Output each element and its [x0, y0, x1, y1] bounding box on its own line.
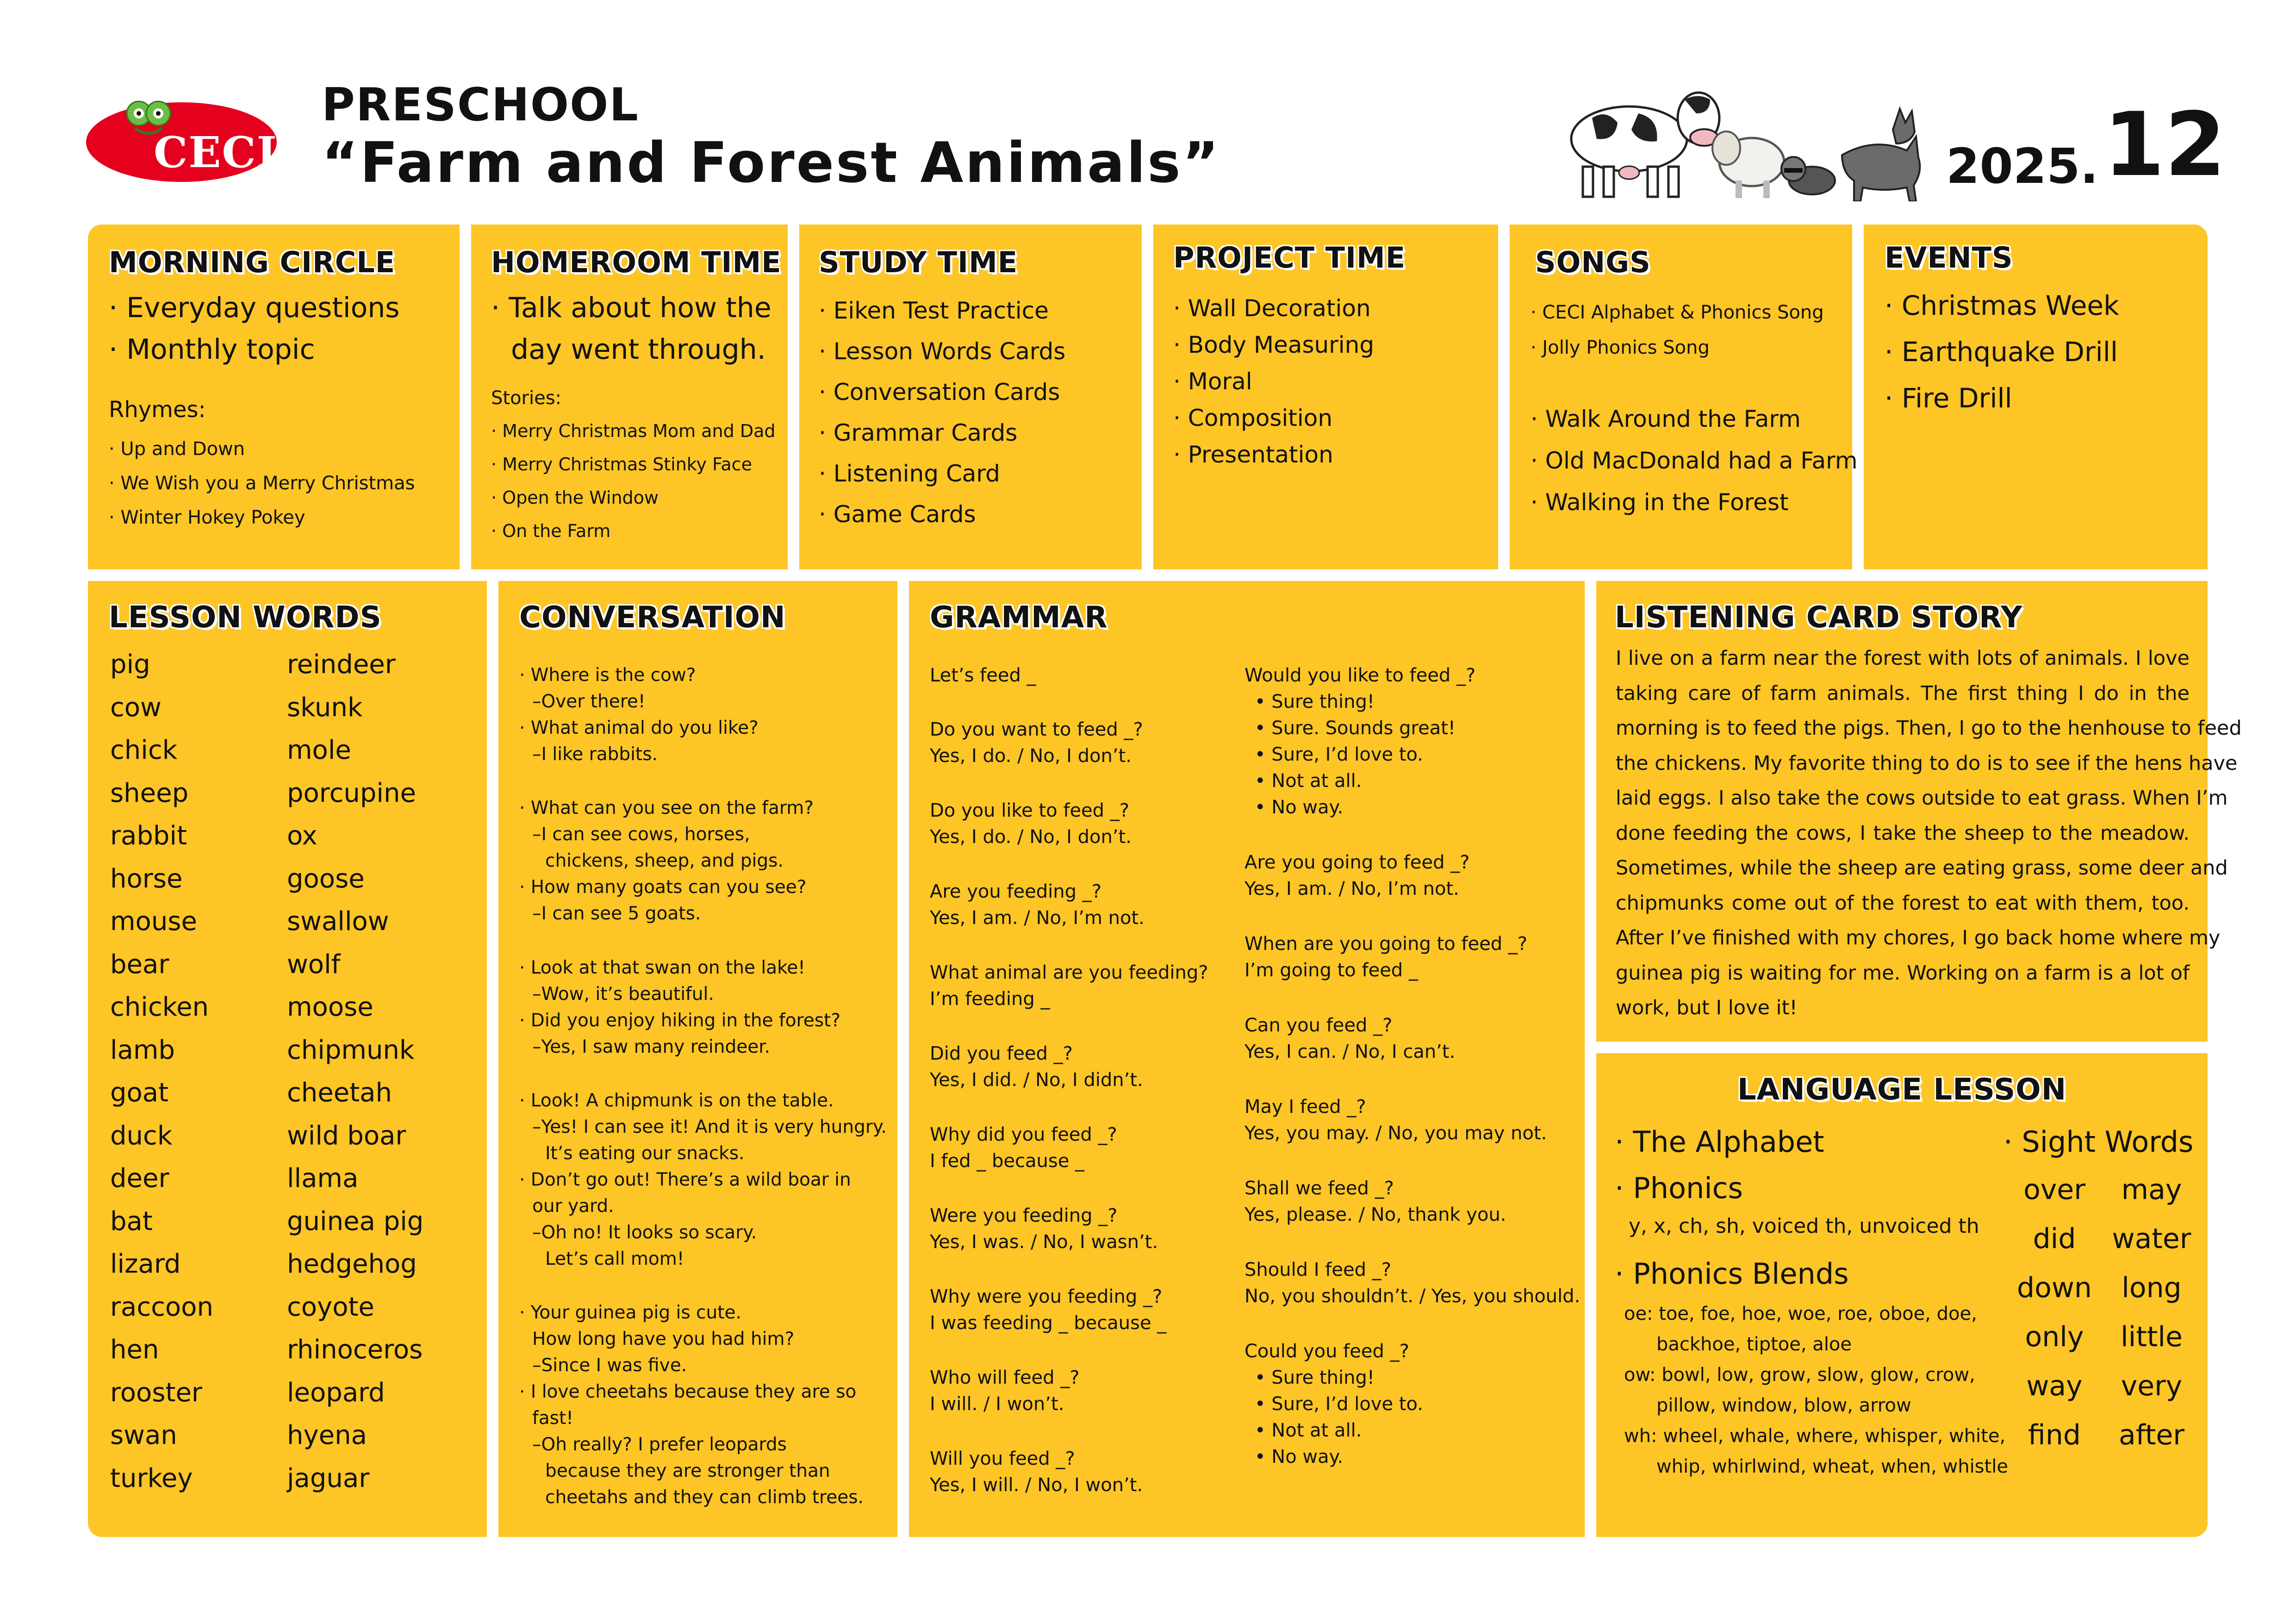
lesson-word: hyena	[287, 1420, 367, 1450]
grammar-line: Could you feed _?	[1244, 1341, 1409, 1362]
lesson-word: wild boar	[287, 1120, 406, 1151]
lesson-word: deer	[110, 1163, 169, 1193]
listening-story-title: LISTENING CARD STORY	[1615, 600, 2023, 635]
lesson-word: reindeer	[287, 650, 396, 680]
list-item: · Talk about how the	[491, 292, 772, 324]
morning-circle-list	[109, 287, 400, 370]
grammar-line: Let’s feed _	[930, 665, 1036, 686]
lesson-word: hen	[110, 1335, 159, 1365]
lesson-word: ox	[287, 821, 317, 851]
conversation-line: · I love cheetahs because they are so	[519, 1381, 857, 1402]
lesson-word: goat	[110, 1078, 169, 1108]
grammar-line: Yes, I do. / No, I don’t.	[930, 826, 1132, 848]
conversation-line: –Oh really? I prefer leopards	[532, 1434, 787, 1455]
conversation-line: · Where is the cow?	[519, 665, 696, 686]
songs-small-list	[1531, 295, 1824, 365]
grammar-line: Are you feeding _?	[930, 881, 1101, 902]
sight-word: find	[2028, 1419, 2081, 1451]
list-item: day went through.	[511, 333, 766, 366]
list-item: · Everyday questions	[109, 292, 400, 324]
conversation-line: –Yes, I saw many reindeer.	[532, 1037, 771, 1057]
sheep-icon	[1712, 131, 1784, 198]
sight-word: little	[2121, 1321, 2183, 1353]
lesson-word: cow	[110, 692, 162, 723]
lesson-word: chicken	[110, 992, 209, 1022]
grammar-line: • No way.	[1255, 797, 1344, 818]
lesson-word: horse	[110, 863, 183, 894]
grammar-line: • Sure, I’d love to.	[1255, 744, 1424, 765]
logo-text: CECI	[154, 127, 278, 177]
lesson-word: cheetah	[287, 1078, 392, 1108]
grammar-line: Why were you feeding _?	[930, 1286, 1163, 1307]
raccoon-icon	[1781, 157, 1835, 194]
conversation-line: · Look! A chipmunk is on the table.	[519, 1090, 834, 1111]
grammar-line: Yes, I did. / No, I didn’t.	[930, 1069, 1143, 1091]
animals-illustration	[1560, 86, 1930, 201]
lesson-word: leopard	[287, 1377, 385, 1408]
conversation-line: –I like rabbits.	[532, 744, 658, 765]
rhymes-list	[109, 432, 415, 535]
conversation-line: · How many goats can you see?	[519, 877, 807, 898]
conversation-line: our yard.	[532, 1196, 614, 1217]
lesson-words-panel	[88, 581, 487, 1537]
story-line: taking care of farm animals. The first thing I do in the	[1616, 681, 2190, 705]
lesson-word: rhinoceros	[287, 1335, 423, 1365]
grammar-line: I’m feeding _	[930, 988, 1050, 1010]
rhymes-label: Rhymes:	[109, 397, 206, 423]
songs-title: SONGS	[1535, 245, 1651, 279]
list-item: · Jolly Phonics Song	[1531, 337, 1710, 358]
study-time-title: STUDY TIME	[819, 245, 1018, 279]
list-item: · Fire Drill	[1885, 382, 2012, 414]
grammar-line: I will. / I won’t.	[930, 1393, 1064, 1415]
grammar-line: No, you shouldn’t. / Yes, you should.	[1244, 1286, 1580, 1307]
events-panel	[1864, 225, 2208, 569]
lesson-word: swan	[110, 1420, 177, 1450]
wolf-icon	[1842, 109, 1920, 201]
list-item: · Body Measuring	[1173, 331, 1375, 358]
conversation-line: –Wow, it’s beautiful.	[532, 984, 714, 1005]
sight-word: water	[2112, 1223, 2191, 1255]
grammar-line: Yes, I am. / No, I’m not.	[1244, 878, 1459, 899]
conversation-line: Let’s call mom!	[545, 1249, 684, 1269]
lesson-word: mouse	[110, 906, 197, 937]
grammar-line: I fed _ because _	[930, 1150, 1085, 1172]
stories-label: Stories:	[491, 387, 562, 409]
phonics-list: y, x, ch, sh, voiced th, unvoiced th	[1629, 1214, 1979, 1238]
grammar-line: Shall we feed _?	[1244, 1178, 1394, 1199]
story-line: morning is to feed the pigs. Then, I go to the henhouse to feed	[1616, 717, 2242, 740]
level-title: PRESCHOOL	[322, 79, 639, 131]
list-item: · Merry Christmas Stinky Face	[491, 454, 752, 475]
language-lesson-panel	[1596, 1053, 2208, 1537]
conversation-line: · What can you see on the farm?	[519, 798, 814, 818]
list-item: · Conversation Cards	[819, 379, 1060, 406]
grammar-line: Yes, I am. / No, I’m not.	[930, 907, 1145, 929]
grammar-line: Should I feed _?	[1244, 1259, 1391, 1280]
list-item: · Earthquake Drill	[1885, 336, 2118, 368]
lesson-word: wolf	[287, 949, 341, 980]
blend-line: oe: toe, foe, hoe, woe, roe, oboe, doe,	[1624, 1303, 1977, 1324]
conversation-line: –Oh no! It looks so scary.	[532, 1222, 757, 1243]
study-time-list	[819, 290, 1065, 535]
grammar-line: Yes, please. / No, thank you.	[1244, 1204, 1506, 1225]
sight-words-label: · Sight Words	[2004, 1125, 2194, 1159]
list-item: · CECI Alphabet & Phonics Song	[1531, 302, 1824, 323]
conversation-title: CONVERSATION	[519, 600, 786, 635]
homeroom-time-panel	[471, 225, 788, 569]
lesson-word: hedgehog	[287, 1249, 417, 1279]
grammar-line: Yes, I will. / No, I won’t.	[930, 1474, 1143, 1496]
conversation-line: chickens, sheep, and pigs.	[545, 850, 784, 871]
grammar-line: • Not at all.	[1255, 1420, 1362, 1441]
list-item: · Walk Around the Farm	[1531, 406, 1801, 432]
grammar-line: I was feeding _ because _	[930, 1312, 1167, 1334]
list-item: · Winter Hokey Pokey	[109, 507, 305, 528]
lesson-word: chick	[110, 735, 178, 765]
grammar-line: Would you like to feed _?	[1244, 665, 1476, 686]
list-item: · Lesson Words Cards	[819, 338, 1066, 365]
study-time-panel	[799, 225, 1142, 569]
morning-circle-title: MORNING CIRCLE	[109, 245, 396, 279]
events-list	[1885, 282, 2119, 421]
homeroom-time-title: HOMEROOM TIME	[491, 245, 782, 279]
grammar-line: • No way.	[1255, 1446, 1344, 1468]
grammar-line: What animal are you feeding?	[930, 962, 1208, 983]
lesson-word: sheep	[110, 778, 189, 808]
lesson-word: jaguar	[287, 1463, 370, 1493]
sight-word: long	[2122, 1272, 2182, 1304]
story-line: done feeding the cows, I take the sheep to the meadow.	[1616, 821, 2190, 845]
lesson-word: goose	[287, 863, 365, 894]
lesson-word: skunk	[287, 692, 363, 723]
lesson-word: moose	[287, 992, 373, 1022]
lesson-word: lamb	[110, 1035, 175, 1065]
grammar-line: Did you feed _?	[930, 1043, 1073, 1064]
list-item: · On the Farm	[491, 521, 611, 541]
conversation-line: · Don’t go out! There’s a wild boar in	[519, 1169, 851, 1190]
grammar-line: Do you want to feed _?	[930, 719, 1143, 740]
grammar-line: • Sure thing!	[1255, 691, 1375, 712]
list-item: · Game Cards	[819, 501, 976, 528]
grammar-line: I’m going to feed _	[1244, 960, 1418, 981]
events-title: EVENTS	[1885, 241, 2013, 275]
lesson-word: coyote	[287, 1292, 374, 1322]
grammar-line: Yes, I was. / No, I wasn’t.	[930, 1231, 1158, 1253]
grammar-line: • Sure, I’d love to.	[1255, 1393, 1424, 1415]
lesson-word: duck	[110, 1120, 173, 1151]
story-line: I live on a farm near the forest with lots of animals. I love	[1616, 647, 2190, 670]
grammar-panel	[909, 581, 1585, 1537]
list-item: · Wall Decoration	[1173, 295, 1371, 322]
conversation-line: –I can see 5 goats.	[532, 903, 701, 924]
sight-word: over	[2023, 1174, 2085, 1206]
conversation-panel	[498, 581, 897, 1537]
conversation-line: · Did you enjoy hiking in the forest?	[519, 1010, 841, 1031]
lesson-word: rooster	[110, 1377, 202, 1408]
sight-word: down	[2017, 1272, 2092, 1304]
grammar-line: Yes, you may. / No, you may not.	[1244, 1123, 1547, 1144]
conversation-line: –I can see cows, horses,	[532, 824, 750, 845]
story-line: the chickens. My favorite thing to do is to see if the hens have	[1616, 751, 2238, 775]
conversation-line: It’s eating our snacks.	[545, 1143, 745, 1164]
lesson-word: swallow	[287, 906, 389, 937]
phonics-item: · Phonics	[1615, 1171, 1743, 1205]
story-line: work, but I love it!	[1616, 996, 1798, 1019]
phonics-blends-item: · Phonics Blends	[1615, 1257, 1849, 1291]
grammar-line: Yes, I can. / No, I can’t.	[1244, 1041, 1456, 1062]
list-item: · Christmas Week	[1885, 290, 2119, 321]
project-time-list	[1173, 290, 1374, 473]
list-item: · Listening Card	[819, 460, 1000, 487]
list-item: · We Wish you a Merry Christmas	[109, 473, 415, 494]
language-lesson-title: LANGUAGE LESSON	[1737, 1073, 2067, 1107]
lesson-word: bat	[110, 1206, 153, 1237]
conversation-line: How long have you had him?	[532, 1329, 795, 1349]
list-item: · Open the Window	[491, 487, 659, 508]
blend-line: whip, whirlwind, wheat, when, whistle	[1656, 1456, 2008, 1477]
project-time-panel	[1153, 225, 1498, 569]
blend-line: pillow, window, blow, arrow	[1656, 1395, 1911, 1416]
list-item: · Walking in the Forest	[1531, 489, 1789, 516]
sight-word: did	[2033, 1223, 2076, 1255]
grammar-line: • Sure. Sounds great!	[1255, 718, 1456, 739]
conversation-line: –Over there!	[532, 691, 646, 712]
list-item: · Monthly topic	[109, 333, 315, 366]
blend-line: wh: wheel, whale, where, whisper, white,	[1624, 1425, 2006, 1447]
grammar-line: Will you feed _?	[930, 1448, 1075, 1469]
story-line: guinea pig is waiting for me. Working on a farm is a lot of	[1616, 961, 2190, 985]
lesson-word: lizard	[110, 1249, 181, 1279]
story-line: After I’ve finished with my chores, I go back home where my	[1616, 926, 2221, 949]
morning-circle-panel	[88, 225, 460, 569]
lesson-word: rabbit	[110, 821, 187, 851]
ceci-logo	[84, 100, 279, 183]
grammar-line: Who will feed _?	[930, 1367, 1080, 1388]
theme-title: “Farm and Forest Animals”	[322, 131, 1221, 195]
listening-card-story-panel	[1596, 581, 2242, 1042]
songs-panel	[1510, 225, 1858, 569]
grammar-line: • Not at all.	[1255, 770, 1362, 792]
grammar-line: Yes, I do. / No, I don’t.	[930, 745, 1132, 767]
grammar-line: Do you like to feed _?	[930, 800, 1129, 821]
listening-story-text	[1616, 641, 2242, 1026]
homeroom-list	[491, 287, 772, 370]
list-item: · Presentation	[1173, 441, 1333, 468]
year-label: 2025.	[1946, 138, 2098, 194]
lesson-word: mole	[287, 735, 351, 765]
lesson-words-title: LESSON WORDS	[109, 600, 382, 635]
list-item: · Up and Down	[109, 438, 245, 460]
blend-line: ow: bowl, low, grow, slow, glow, crow,	[1624, 1364, 1975, 1386]
lesson-word: bear	[110, 949, 169, 980]
grammar-line: May I feed _?	[1244, 1096, 1366, 1118]
sight-word: only	[2025, 1321, 2084, 1353]
songs-list	[1531, 398, 1858, 523]
list-item: · Old MacDonald had a Farm	[1531, 447, 1858, 474]
lesson-word: guinea pig	[287, 1206, 424, 1237]
conversation-line: –Yes! I can see it! And it is very hungry.	[532, 1117, 887, 1137]
lesson-words-column-2	[287, 643, 423, 1500]
sight-word: after	[2119, 1419, 2184, 1451]
alphabet-item: · The Alphabet	[1615, 1125, 1824, 1159]
grammar-line: Can you feed _?	[1244, 1015, 1393, 1036]
lesson-word: llama	[287, 1163, 359, 1193]
lesson-word: pig	[110, 650, 150, 680]
conversation-line: because they are stronger than	[545, 1461, 830, 1481]
list-item: · Grammar Cards	[819, 419, 1018, 446]
sight-word: may	[2121, 1174, 2182, 1206]
sight-word: way	[2026, 1370, 2083, 1402]
list-item: · Eiken Test Practice	[819, 297, 1049, 324]
lesson-word: porcupine	[287, 778, 416, 808]
conversation-line: · Look at that swan on the lake!	[519, 957, 805, 978]
lesson-word: turkey	[110, 1463, 193, 1493]
lesson-word: chipmunk	[287, 1035, 415, 1065]
conversation-line: fast!	[532, 1408, 573, 1429]
cow-icon	[1571, 93, 1719, 197]
month-number: 12	[2103, 94, 2226, 196]
project-time-title: PROJECT TIME	[1173, 241, 1406, 275]
grammar-line: Were you feeding _?	[930, 1205, 1118, 1226]
story-line: chipmunks come out of the forest to eat with them, too.	[1616, 891, 2190, 915]
grammar-line: Are you going to feed _?	[1244, 852, 1470, 873]
conversation-line: · Your guinea pig is cute.	[519, 1302, 741, 1323]
lesson-words-column-1	[110, 643, 213, 1500]
blend-line: backhoe, tiptoe, aloe	[1656, 1334, 1852, 1355]
story-line: Sometimes, while the sheep are eating grass, some deer and	[1616, 856, 2228, 880]
lesson-word: raccoon	[110, 1292, 213, 1322]
grammar-line: Why did you feed _?	[930, 1124, 1117, 1145]
list-item: · Moral	[1173, 368, 1252, 395]
grammar-line: When are you going to feed _?	[1244, 933, 1528, 955]
list-item: · Merry Christmas Mom and Dad	[491, 421, 776, 441]
grammar-line: • Sure thing!	[1255, 1367, 1375, 1388]
conversation-line: cheetahs and they can climb trees.	[545, 1487, 864, 1508]
conversation-line: –Since I was five.	[532, 1355, 687, 1376]
sight-word: very	[2121, 1370, 2183, 1402]
conversation-line: · What animal do you like?	[519, 718, 759, 738]
story-line: laid eggs. I also take the cows outside to eat grass. When I’m	[1616, 787, 2228, 810]
stories-list	[491, 414, 776, 548]
grammar-title: GRAMMAR	[930, 600, 1108, 635]
list-item: · Composition	[1173, 405, 1333, 431]
